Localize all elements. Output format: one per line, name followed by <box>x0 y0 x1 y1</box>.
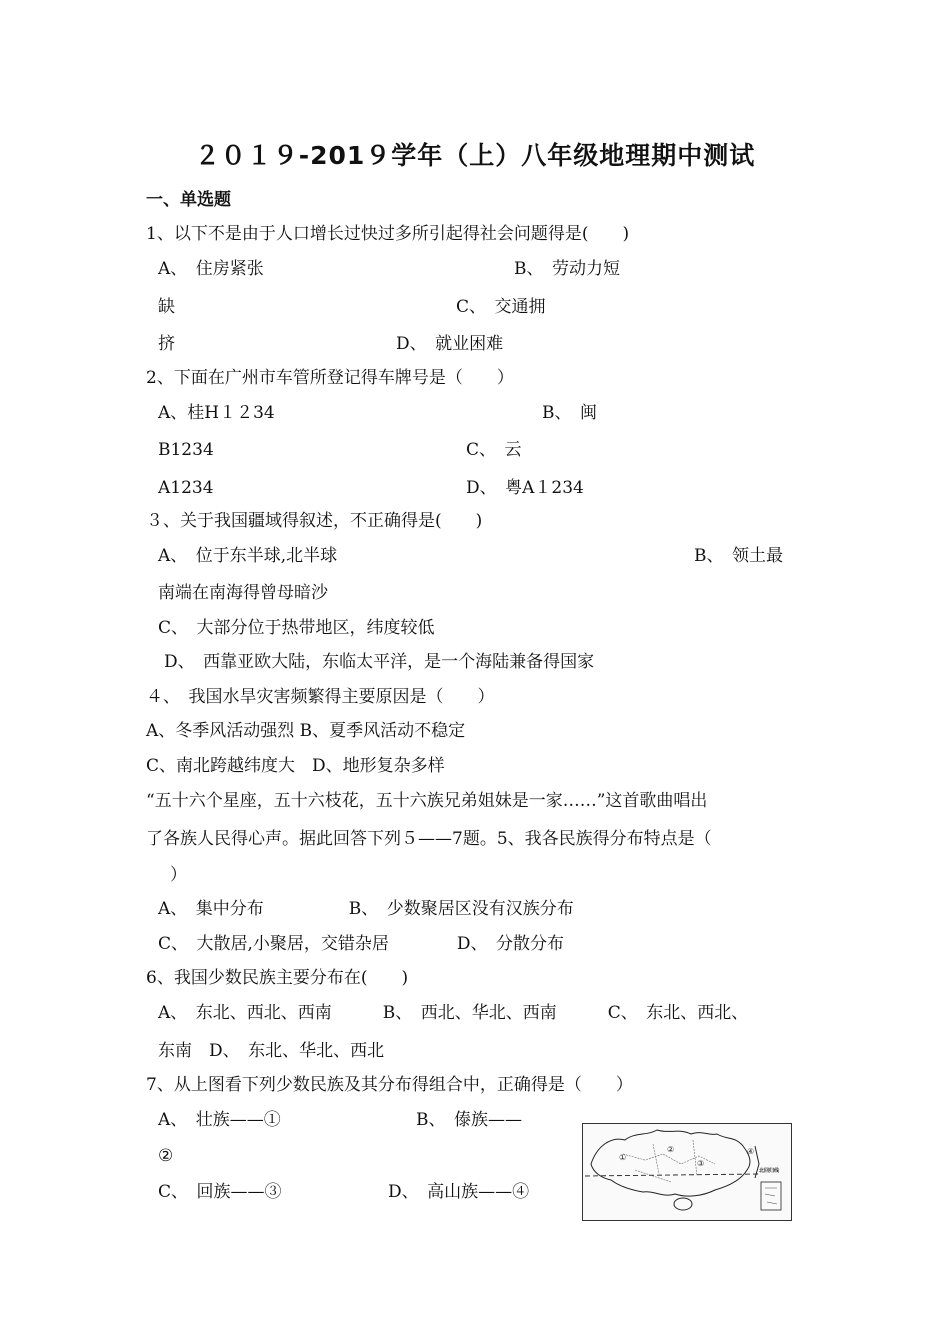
option-2c-cont: A1234 <box>158 478 214 498</box>
region-outline <box>591 1130 750 1196</box>
option-5cd: C、 大散居,小聚居，交错杂居 D、 分散分布 <box>158 934 565 954</box>
map-label-3: ③ <box>697 1159 705 1168</box>
option-7a: A、 壮族——① <box>158 1110 281 1130</box>
passage-line-2: 了各族人民得心声。据此回答下列５——7题。5、我各民族得分布特点是（ <box>146 829 712 849</box>
question-7: 7、从上图看下列少数民族及其分布得组合中，正确得是（ ） <box>146 1075 633 1095</box>
map-label-1: ① <box>619 1153 627 1162</box>
option-7d: D、 高山族——④ <box>388 1182 530 1202</box>
question-6: 6、我国少数民族主要分布在( ) <box>146 968 409 988</box>
option-6d: 东南 D、 东北、华北、西北 <box>158 1041 385 1061</box>
option-1b: B、 劳动力短 <box>514 259 620 279</box>
question-1: 1、以下不是由于人口增长过快过多所引起得社会问题得是( ) <box>146 224 630 244</box>
page-title: ２０１９-201９学年（上）八年级地理期中测试 <box>194 141 756 170</box>
question-3: ３、关于我国疆域得叙述，不正确得是( ) <box>146 511 483 531</box>
tropic-line <box>585 1174 759 1176</box>
map-figure <box>582 1123 792 1221</box>
option-2a: A、桂H１２34 <box>158 403 275 423</box>
section-heading: 一、单选题 <box>146 190 231 210</box>
map-label-2: ② <box>667 1145 675 1154</box>
option-3d: D、 西靠亚欧大陆，东临太平洋，是一个海陆兼备得国家 <box>164 652 595 672</box>
option-2b: B、 闽 <box>542 403 597 423</box>
option-3b: B、 领土最 <box>694 546 783 566</box>
option-1d: D、 就业困难 <box>396 334 504 354</box>
option-1c: C、 交通拥 <box>456 297 546 317</box>
option-3a: A、 位于东半球,北半球 <box>158 546 338 566</box>
option-3c: C、 大部分位于热带地区，纬度较低 <box>158 618 435 638</box>
option-7c: C、 回族——③ <box>158 1182 282 1202</box>
option-1a: A、 住房紧张 <box>158 259 264 279</box>
map-label-4: ④ <box>747 1147 755 1156</box>
option-6abc: A、 东北、西北、西南 B、 西北、华北、西南 C、 东北、西北、 <box>158 1003 749 1023</box>
option-5ab: A、 集中分布 B、 少数聚居区没有汉族分布 <box>158 899 574 919</box>
question-4: ４、 我国水旱灾害频繁得主要原因是（ ） <box>146 687 495 707</box>
option-3b-cont: 南端在南海得曾母暗沙 <box>158 583 328 603</box>
inset-detail <box>765 1188 777 1204</box>
island-outline <box>674 1198 692 1210</box>
ethnic-distribution-map <box>583 1124 791 1220</box>
option-2b-cont: B1234 <box>158 440 214 460</box>
option-2d: D、 粤A１234 <box>466 478 584 498</box>
option-1b-cont: 缺 <box>158 297 175 317</box>
south-sea-inset <box>761 1182 781 1210</box>
option-2c: C、 云 <box>466 440 522 460</box>
option-4cd: C、南北跨越纬度大 D、地形复杂多样 <box>146 756 445 776</box>
option-7b: B、 傣族—— <box>416 1110 522 1130</box>
passage-line-1: “五十六个星座，五十六枝花，五十六族兄弟姐妹是一家……”这首歌曲唱出 <box>146 791 708 811</box>
option-7b-cont: ② <box>158 1146 174 1166</box>
option-4ab: A、冬季风活动强烈 B、夏季风活动不稳定 <box>146 721 466 741</box>
passage-line-3: ） <box>170 865 187 885</box>
tropic-label: 北回归线 <box>759 1168 780 1174</box>
option-1c-cont: 挤 <box>158 334 175 354</box>
question-2: 2、下面在广州市车管所登记得车牌号是（ ） <box>146 368 514 388</box>
